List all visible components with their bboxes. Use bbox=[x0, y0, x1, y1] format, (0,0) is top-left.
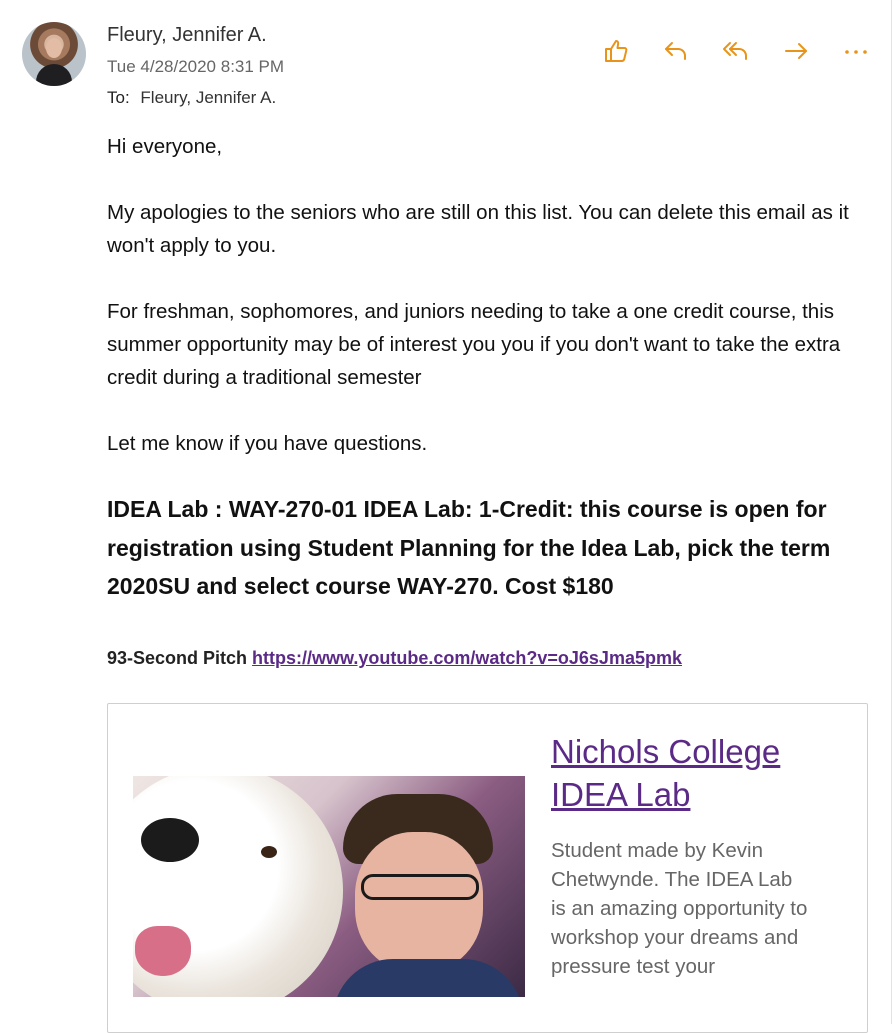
message-body bbox=[107, 130, 877, 460]
dog-eye bbox=[261, 846, 277, 858]
reply-all-button[interactable] bbox=[719, 36, 753, 66]
preview-title-link[interactable]: Nichols College IDEA Lab bbox=[551, 733, 781, 813]
dog-nose bbox=[141, 818, 199, 862]
student-image bbox=[333, 794, 503, 994]
like-icon bbox=[601, 36, 631, 66]
paragraph-opportunity: For freshman, sophomores, and juniors needing to take a one credit course, this summer opportunity may be of interest you you if you don't want to take the extra credit during a traditional semester bbox=[107, 300, 841, 389]
like-button[interactable] bbox=[599, 36, 633, 66]
paragraph-questions: Let me know if you have questions. bbox=[107, 432, 428, 455]
recipient-line bbox=[107, 88, 276, 108]
avatar-body bbox=[36, 64, 72, 86]
to-label: To: bbox=[107, 88, 130, 107]
more-icon bbox=[841, 36, 871, 66]
pitch-label: 93-Second Pitch bbox=[107, 648, 253, 668]
youtube-link[interactable]: https://www.youtube.com/watch?v=oJ6sJma5pmk bbox=[252, 648, 682, 668]
forward-button[interactable] bbox=[779, 36, 813, 66]
preview-thumbnail[interactable] bbox=[133, 776, 525, 997]
avatar-face bbox=[46, 38, 62, 58]
reply-all-icon bbox=[721, 36, 751, 66]
preview-description: Student made by Kevin Chetwynde. The IDEA Lab is an amazing opportunity to workshop your dreams and pressure test your bbox=[551, 839, 808, 978]
pitch-line bbox=[107, 648, 682, 669]
message-actions bbox=[599, 36, 873, 66]
reply-icon bbox=[661, 36, 691, 66]
course-announcement: IDEA Lab : WAY-270-01 IDEA Lab: 1-Credit: this course is open for registration using Student Planning for the Idea Lab, pick the term 2020SU and select course WAY-270. Cost $180 bbox=[107, 496, 831, 599]
sender-name[interactable]: Fleury, Jennifer A. bbox=[107, 24, 267, 46]
dog-tongue bbox=[135, 926, 191, 976]
sent-datetime: Tue 4/28/2020 8:31 PM bbox=[107, 57, 285, 76]
reply-button[interactable] bbox=[659, 36, 693, 66]
recipient-name[interactable]: Fleury, Jennifer A. bbox=[140, 88, 277, 107]
paragraph-apology: My apologies to the seniors who are still on this list. You can delete this email as it won't apply to you. bbox=[107, 201, 849, 257]
greeting: Hi everyone, bbox=[107, 135, 223, 158]
forward-icon bbox=[781, 36, 811, 66]
more-actions-button[interactable] bbox=[839, 36, 873, 66]
link-preview-card[interactable] bbox=[107, 703, 868, 1033]
glasses bbox=[361, 874, 479, 900]
sender-avatar[interactable] bbox=[22, 22, 86, 86]
